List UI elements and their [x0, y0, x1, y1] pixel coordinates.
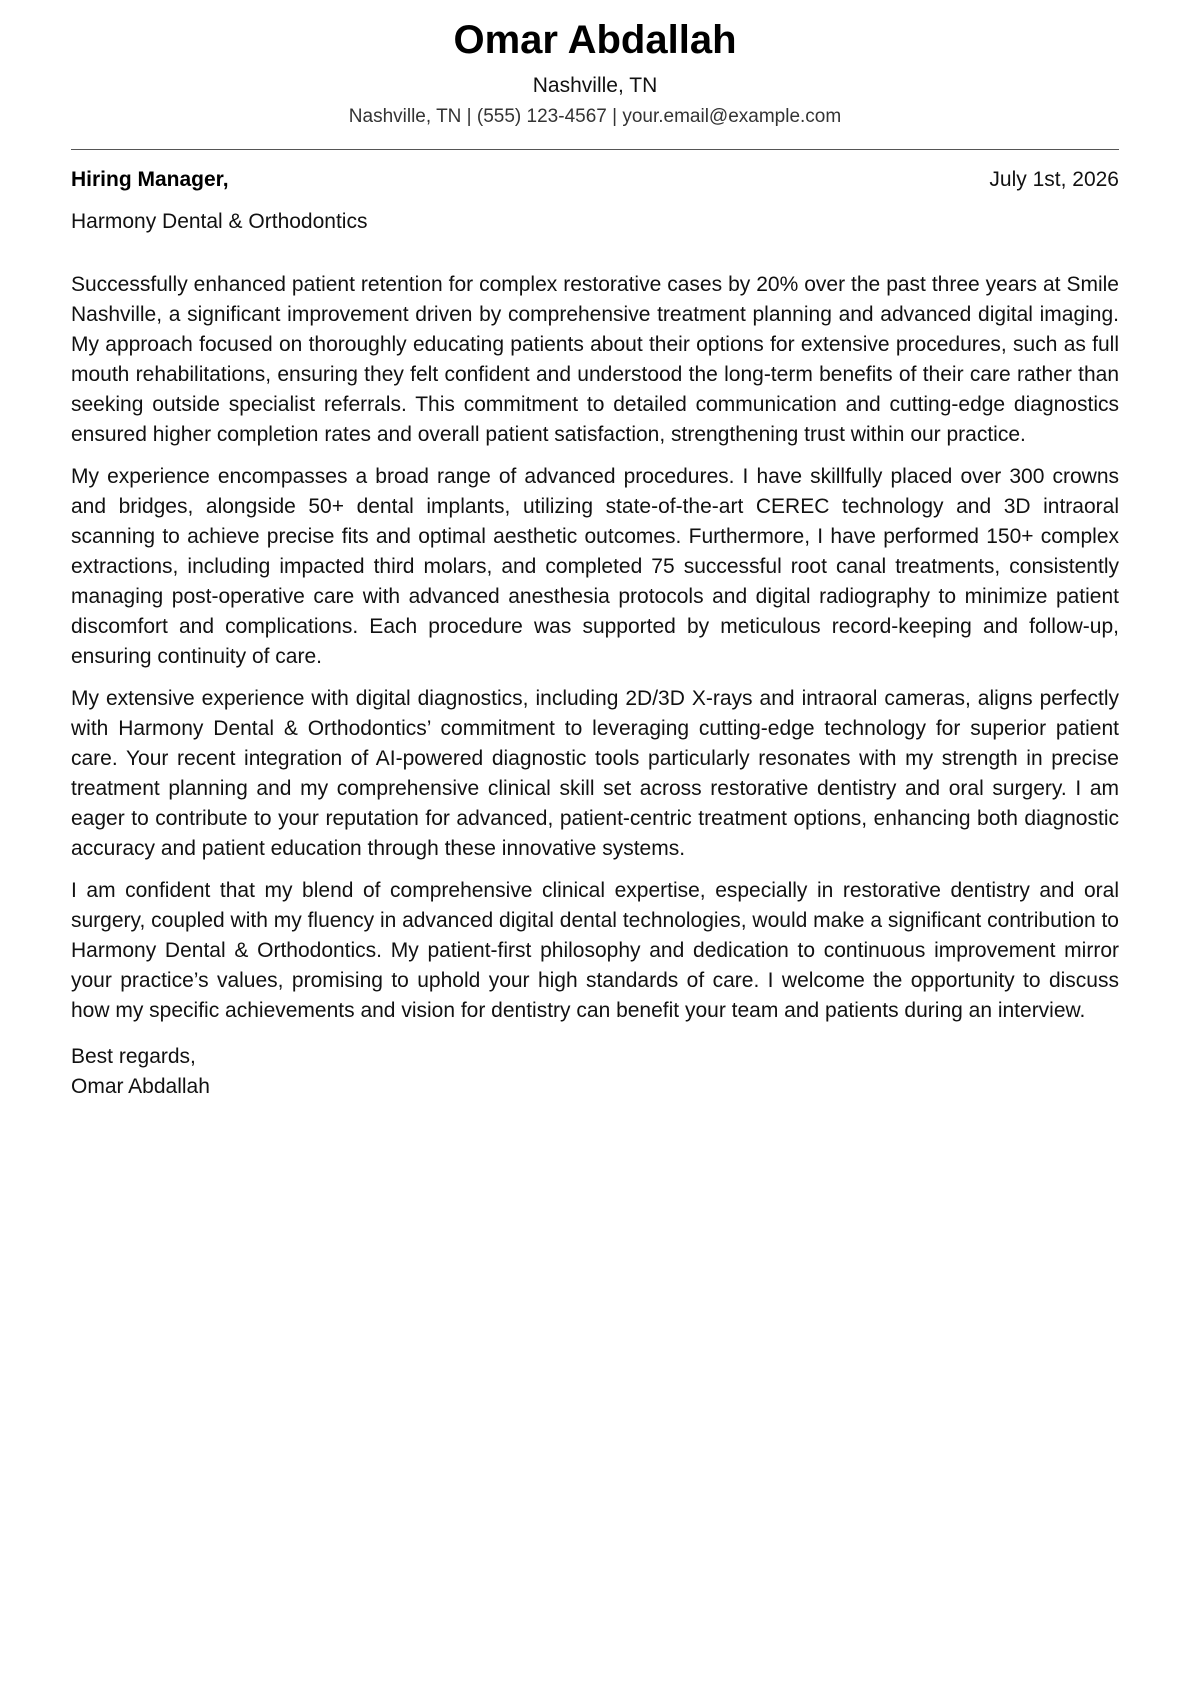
- sender-contact-line: Nashville, TN | (555) 123-4567 | your.email@example.com: [348, 106, 842, 127]
- letter-date: July 1st, 2026: [989, 168, 1119, 191]
- letter-body: [71, 270, 1119, 1026]
- sender-name: Omar Abdallah: [453, 18, 737, 62]
- recipient-date-row: [71, 166, 1119, 194]
- signature-name: Omar Abdallah: [71, 1075, 210, 1098]
- body-paragraph: Successfully enhanced patient retention for complex restorative cases by 20% over the past three years at Smile Nashville, a significant improvement driven by comprehensive treatment planning and advanced digital imaging. My approach focused on thoroughly educating patients about their options for extensive procedures, such as full mouth rehabilitations, ensuring they felt confident and understood the long-term benefits of their care rather than seeking outside specialist referrals. This commitment to detailed communication and cutting-edge diagnostics ensured higher completion rates and overall patient satisfaction, strengthening trust within our practice.: [71, 273, 1119, 446]
- letter-header: [71, 0, 1119, 130]
- recipient-salutation: Hiring Manager,: [71, 168, 229, 191]
- body-paragraph: My experience encompasses a broad range of advanced procedures. I have skillfully placed over 300 crowns and bridges, alongside 50+ dental implants, utilizing state-of-the-art CEREC technology and 3D intraoral scanning to achieve precise fits and optimal aesthetic outcomes. Furthermore, I have performed 150+ complex extractions, including impacted third molars, and completed 75 successful root canal treatments, consistently managing post-operative care with advanced anesthesia protocols and digital radiography to minimize patient discomfort and complications. Each procedure was supported by meticulous record-keeping and follow-up, ensuring continuity of care.: [71, 465, 1119, 668]
- body-paragraph: My extensive experience with digital diagnostics, including 2D/3D X-rays and intraoral cameras, aligns perfectly with Harmony Dental & Orthodontics’ commitment to leveraging cutting-edge technology for superior patient care. Your recent integration of AI-powered diagnostic tools particularly resonates with my strength in precise treatment planning and my comprehensive clinical skill set across restorative dentistry and oral surgery. I am eager to contribute to your reputation for advanced, patient-centric treatment options, enhancing both diagnostic accuracy and patient education through these innovative systems.: [71, 687, 1119, 860]
- body-paragraph: I am confident that my blend of comprehensive clinical expertise, especially in restorative dentistry and oral surgery, coupled with my fluency in advanced digital dental technologies, would make a significant contribution to Harmony Dental & Orthodontics. My patient-first philosophy and dedication to continuous improvement mirror your practice’s values, promising to uphold your high standards of care. I welcome the opportunity to discuss how my specific achievements and vision for dentistry can benefit your team and patients during an interview.: [71, 879, 1119, 1022]
- recipient-company: Harmony Dental & Orthodontics: [71, 210, 368, 233]
- header-divider: [71, 149, 1119, 150]
- closing-phrase: Best regards,: [71, 1045, 196, 1068]
- sender-location: Nashville, TN: [532, 74, 658, 97]
- letter-closing: [71, 1042, 1119, 1102]
